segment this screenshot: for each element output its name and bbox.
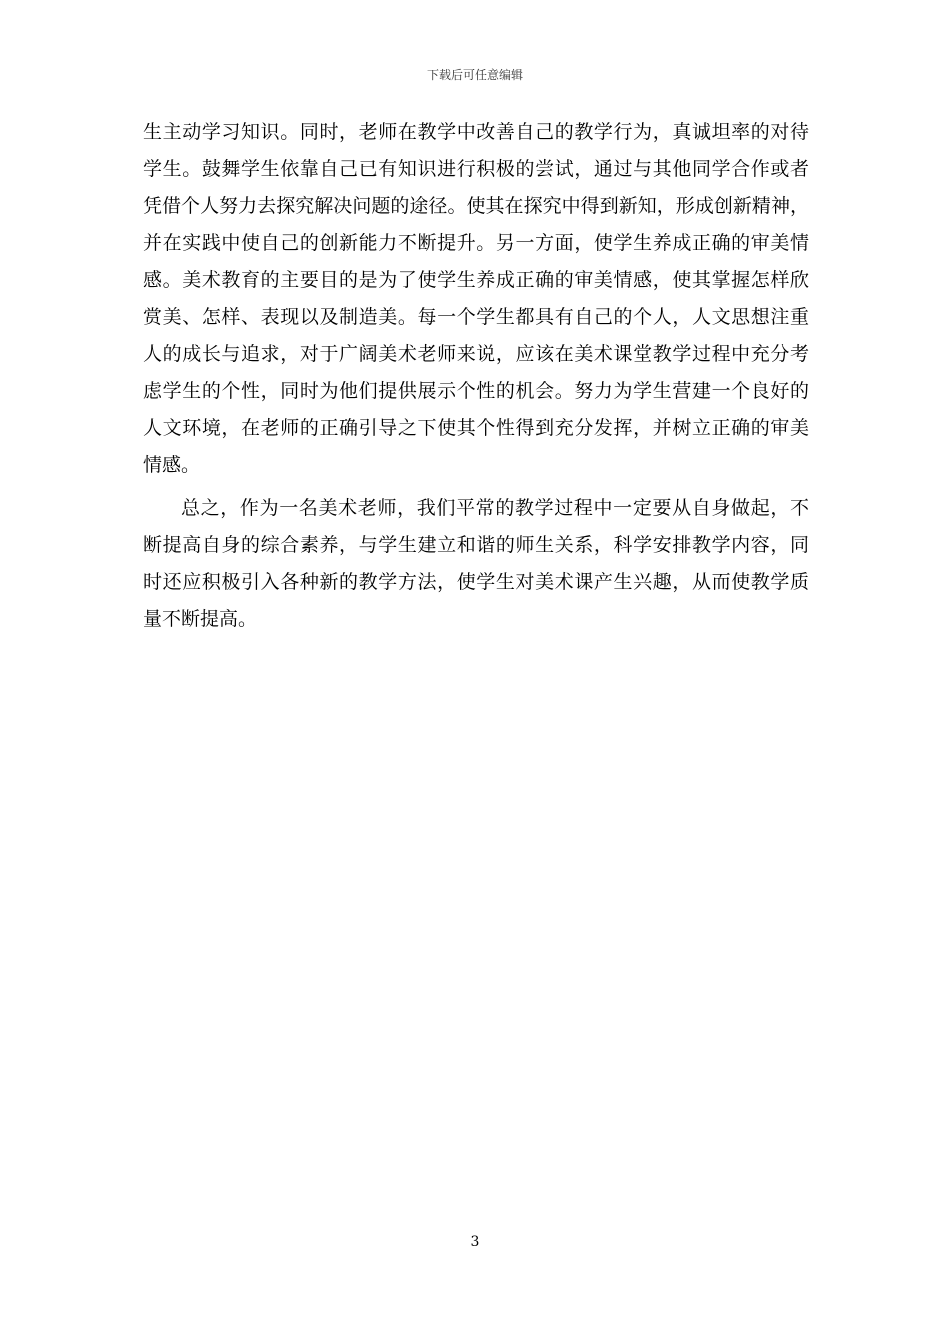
document-body (143, 114, 809, 638)
text-line: 生主动学习知识。同时，老师在教学中改善自己的教学行为，真诚坦率的对待 (143, 121, 809, 143)
text-line: 时还应积极引入各种新的教学方法，使学生对美术课产生兴趣，从而使教学质 (143, 571, 809, 593)
text-line: 情感。 (143, 454, 201, 476)
page-header: 下载后可任意编辑 (426, 68, 523, 82)
text-line: 人文环境，在老师的正确引导之下使其个性得到充分发挥，并树立正确的审美 (143, 417, 809, 439)
text-line: 人的成长与追求，对于广阔美术老师来说，应该在美术课堂教学过程中充分考 (143, 343, 809, 365)
text-line: 赏美、怎样、表现以及制造美。每一个学生都具有自己的个人，人文思想注重 (143, 306, 809, 328)
page-number: 3 (470, 1234, 480, 1250)
paragraph-1 (143, 114, 809, 484)
paragraph-2 (143, 490, 809, 638)
text-line: 量不断提高。 (143, 608, 258, 630)
text-line: 断提高自身的综合素养，与学生建立和谐的师生关系，科学安排教学内容，同 (143, 534, 809, 556)
text-line: 虑学生的个性，同时为他们提供展示个性的机会。努力为学生营建一个良好的 (143, 380, 809, 402)
text-line: 学生。鼓舞学生依靠自己已有知识进行积极的尝试，通过与其他同学合作或者 (143, 158, 809, 180)
text-line: 凭借个人努力去探究解决问题的途径。使其在探究中得到新知，形成创新精神， (143, 195, 809, 217)
text-line: 总之，作为一名美术老师，我们平常的教学过程中一定要从自身做起，不 (181, 497, 809, 519)
text-line: 并在实践中使自己的创新能力不断提升。另一方面，使学生养成正确的审美情 (143, 232, 809, 254)
text-line: 感。美术教育的主要目的是为了使学生养成正确的审美情感，使其掌握怎样欣 (143, 269, 809, 291)
